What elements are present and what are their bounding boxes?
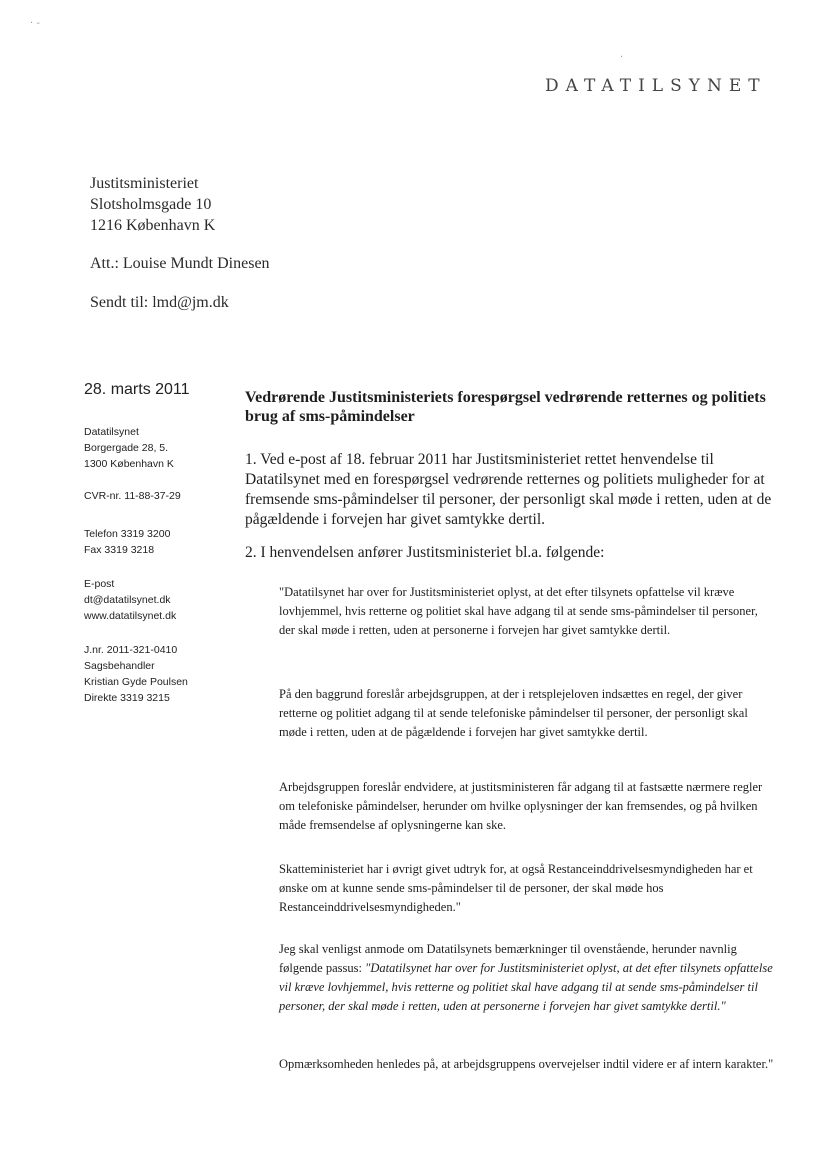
- recipient-city: 1216 København K: [90, 217, 216, 234]
- paragraph-2: 2. I henvendelsen anfører Justitsministeriet bl.a. følgende:: [245, 544, 605, 561]
- quote-paragraph-3: [279, 778, 774, 835]
- journal-number: J.nr. 2011-321-0410: [84, 644, 178, 656]
- sender-address: [84, 424, 244, 472]
- letter-subject: Vedrørende Justitsministeriets forespørgsel vedrørende retternes og politiets brug af sms-påmindelser: [245, 389, 766, 425]
- handler-name: Kristian Gyde Poulsen: [84, 676, 188, 688]
- sender-phone-block: [84, 526, 244, 558]
- sender-email: dt@datatilsynet.dk: [84, 594, 171, 606]
- quote-text: Arbejdsgruppen foreslår endvidere, at justitsministeren får adgang til at fastsætte nærmere regler om telefoniske påmindelser, herunder om hvilke oplysninger der kan fremsendes, og på hvilken måde fremsendelse af oplysningerne kan ske.: [279, 780, 763, 832]
- quote-lead: Jeg skal venligst anmode om Datatilsynets bemærkninger til ovenstående, herunder navnlig følgende passus:: [279, 942, 737, 975]
- attention-line: Att.: Louise Mundt Dinesen: [90, 255, 270, 272]
- sender-fax: Fax 3319 3218: [84, 544, 155, 556]
- handler-label: Sagsbehandler: [84, 660, 155, 672]
- quote-text: På den baggrund foreslår arbejdsgruppen, at der i retsplejeloven indsættes en regel, der giver retterne og politiet adgang til at sende telefoniske påmindelser til personer, der personligt skal møde i retten, uden at de pågældende i forvejen har givet samtykke dertil.: [279, 687, 748, 739]
- quote-paragraph-2: [279, 685, 774, 742]
- quote-paragraph-4: [279, 860, 774, 917]
- case-info-block: [84, 642, 244, 706]
- scan-speck: · -: [30, 18, 40, 29]
- quote-italic-passage: "Datatilsynet har over for Justitsministeriet oplyst, at det efter tilsynets opfattelse vil kræve lovhjemmel, hvis retterne og politiet skal have adgang til at sende sms-påmindelser til personer, der skal møde i retten, uden at personerne i forvejen har givet samtykke dertil.": [279, 961, 773, 1013]
- sent-to-line: Sendt til: lmd@jm.dk: [90, 294, 229, 311]
- sender-street: Borgergade 28, 5.: [84, 442, 169, 454]
- sender-cvr: [84, 488, 244, 504]
- quote-text: [279, 940, 774, 1016]
- sender-phone: Telefon 3319 3200: [84, 528, 171, 540]
- letter-date: 28. marts 2011: [84, 381, 190, 398]
- quote-paragraph-5: [279, 940, 774, 1016]
- quote-text: Skatteministeriet har i øvrigt givet udtryk for, at også Restanceinddrivelsesmyndigheden har et ønske om at kunne sende sms-påmindelser til de personer, der skal møde hos Restanceinddrivelsesmyndigheden.": [279, 862, 753, 914]
- cvr-number: CVR-nr. 11-88-37-29: [84, 490, 181, 502]
- paragraph-1: 1. Ved e-post af 18. februar 2011 har Justitsministeriet rettet henvendelse til Datatilsynet med en forespørgsel vedrørende retternes og politiets muligheder for at fremsende sms-påmindelser til personer, der personligt skal møde i retten, uden at de pågældende i forvejen har givet samtykke dertil.: [245, 451, 772, 528]
- sender-city: 1300 København K: [84, 458, 174, 470]
- handler-direct-phone: Direkte 3319 3215: [84, 692, 170, 704]
- recipient-address: [90, 173, 215, 236]
- recipient-street: Slotsholmsgade 10: [90, 196, 212, 213]
- scan-speck: ·: [620, 52, 624, 63]
- sender-web: www.datatilsynet.dk: [84, 610, 177, 622]
- letterhead-logo: DATATILSYNET: [545, 76, 767, 96]
- email-label: E-post: [84, 578, 115, 590]
- quote-paragraph-1: [279, 583, 774, 640]
- sender-org: Datatilsynet: [84, 426, 139, 438]
- quote-text: Opmærksomheden henledes på, at arbejdsgruppens overvejelser indtil videre er af intern karakter.": [279, 1057, 774, 1071]
- quote-text: "Datatilsynet har over for Justitsministeriet oplyst, at det efter tilsynets opfattelse vil kræve lovhjemmel, hvis retterne og politiet skal have adgang til at sende sms-påmindelser til personer, der skal møde i retten, uden at personerne i forvejen har givet samtykke dertil.: [279, 585, 758, 637]
- sender-contact-block: [84, 576, 244, 624]
- quote-paragraph-6: [279, 1055, 774, 1074]
- recipient-name: Justitsministeriet: [90, 175, 199, 192]
